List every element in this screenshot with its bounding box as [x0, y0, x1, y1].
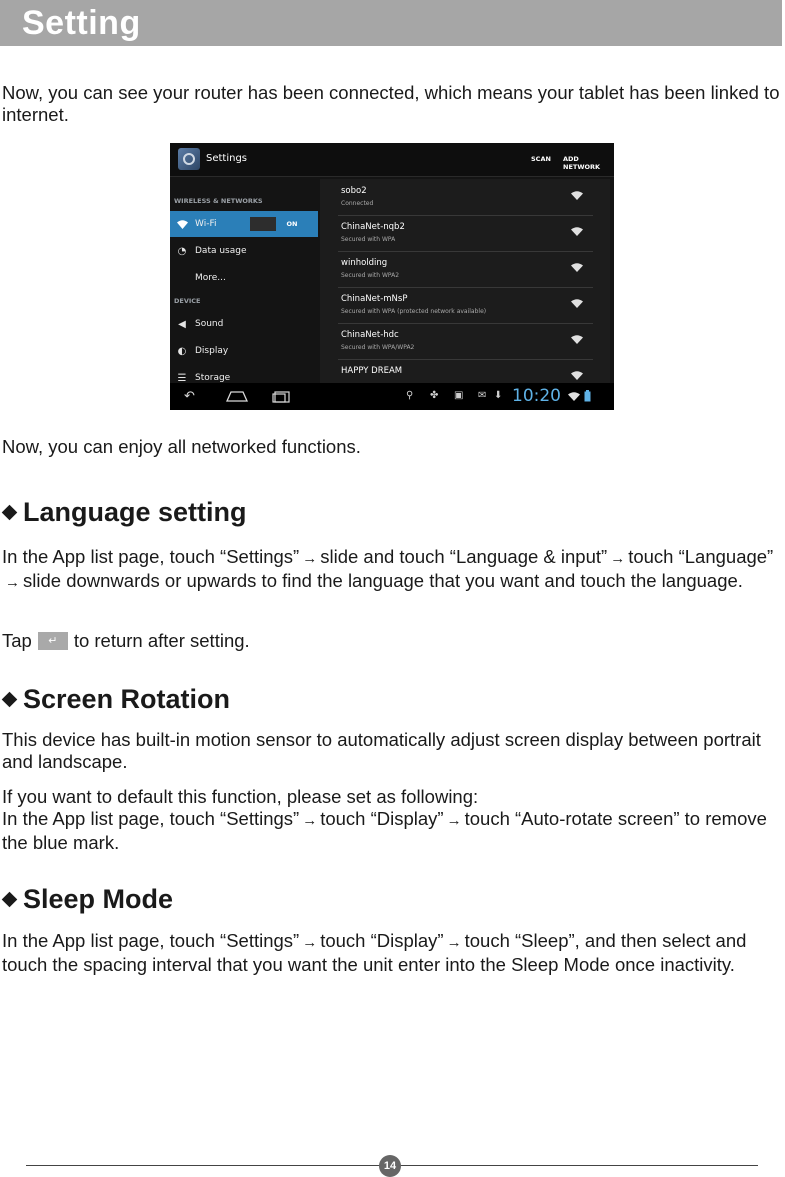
diamond-bullet-icon: [2, 692, 18, 708]
system-nav-bar: [170, 383, 614, 410]
step-text: touch “Language”: [628, 546, 774, 567]
arrow-right-icon: →: [302, 812, 318, 829]
network-status: Secured with WPA (protected network available): [341, 308, 487, 315]
speaker-icon: ◀: [178, 318, 186, 330]
android-icon: ✤: [430, 390, 439, 401]
header-bar: [0, 0, 782, 46]
page-title: Setting: [22, 4, 141, 42]
rotation-intro: If you want to default this function, please set as following:: [2, 786, 479, 807]
step-text: In the App list page, touch “Settings”: [2, 930, 300, 951]
tap-prefix: Tap: [2, 630, 32, 651]
brightness-icon: ◐: [177, 345, 187, 357]
arrow-right-icon: →: [302, 550, 318, 567]
wifi-signal-icon: [571, 227, 583, 236]
section-heading-sleep: [2, 884, 173, 915]
network-list: [320, 179, 610, 383]
network-name: ChinaNet-hdc: [341, 330, 399, 340]
list-item[interactable]: [338, 179, 593, 216]
sidebar-item-label: Sound: [195, 319, 224, 329]
scan-button[interactable]: SCAN: [531, 155, 551, 163]
network-status: Connected: [341, 200, 374, 207]
settings-title: Settings: [206, 153, 248, 164]
section-heading-language: [2, 497, 247, 528]
download-icon: ⬇: [494, 390, 503, 401]
tap-back-instruction: [2, 630, 785, 652]
arrow-right-icon: →: [446, 934, 462, 951]
wifi-icon: [176, 218, 188, 230]
wifi-signal-icon: [571, 191, 583, 200]
list-item[interactable]: [338, 287, 593, 324]
back-icon[interactable]: ↶: [184, 389, 195, 404]
intro-text: Now, you can see your router has been connected, which means your tablet has been linked to internet.: [2, 82, 780, 125]
rotation-instructions: [2, 808, 785, 854]
sidebar-item-wifi[interactable]: [170, 211, 318, 237]
usb-icon: ⚲: [406, 390, 414, 401]
category-wireless: WIRELESS & NETWORKS: [174, 197, 263, 205]
wifi-signal-icon: [571, 371, 583, 380]
settings-sidebar: [170, 177, 318, 383]
section-heading-rotation: [2, 684, 230, 715]
category-device: DEVICE: [174, 297, 201, 305]
network-name: HAPPY DREAM: [341, 366, 403, 376]
wifi-signal-icon: [571, 335, 583, 344]
home-icon[interactable]: [226, 391, 248, 402]
network-name: ChinaNet-nqb2: [341, 222, 405, 232]
settings-app-icon: [178, 148, 200, 170]
storage-icon: ☰: [177, 372, 187, 384]
sidebar-item-more[interactable]: [170, 265, 318, 291]
step-text: slide and touch “Language & input”: [320, 546, 608, 567]
step-text: touch “Display”: [320, 808, 444, 829]
wifi-status-icon: [568, 392, 580, 401]
heading-text: Language setting: [23, 497, 247, 527]
list-item[interactable]: [338, 251, 593, 288]
list-item[interactable]: [338, 323, 593, 360]
network-status: Secured with WPA/WPA2: [341, 344, 415, 351]
language-instructions: [2, 546, 785, 594]
list-item[interactable]: [338, 215, 593, 252]
sidebar-item-label: Storage: [195, 373, 231, 383]
sidebar-item-label: Data usage: [195, 246, 247, 256]
heading-text: Sleep Mode: [23, 884, 174, 914]
recent-apps-icon[interactable]: [272, 391, 290, 403]
back-key-icon: ↵: [38, 632, 68, 650]
network-name: ChinaNet-mNsP: [341, 294, 408, 304]
mail-icon: ✉: [478, 390, 487, 401]
sidebar-item-data-usage[interactable]: [170, 238, 318, 264]
step-text: In the App list page, touch “Settings”: [2, 546, 300, 567]
sidebar-item-sound[interactable]: [170, 311, 318, 337]
step-text: touch “Display”: [320, 930, 444, 951]
step-text: touch “Auto-rotate screen” to remove the blue mark.: [2, 808, 767, 853]
image-icon: ▣: [454, 390, 464, 401]
step-text: slide downwards or upwards to find the language that you want and touch the language.: [23, 570, 743, 591]
step-text: touch “Sleep”, and then select and touch the spacing interval that you want the unit enter into the Sleep Mode once inactivity.: [2, 930, 747, 975]
tablet-screenshot: [170, 143, 614, 410]
status-clock: 10:20: [512, 386, 561, 406]
sidebar-item-label: Display: [195, 346, 229, 356]
sidebar-item-label: More...: [195, 273, 226, 283]
wifi-toggle[interactable]: [250, 217, 308, 231]
battery-icon: [584, 390, 591, 402]
settings-action-bar: [170, 143, 614, 177]
footer-rule-right: [400, 1165, 758, 1166]
arrow-right-icon: →: [610, 550, 626, 567]
data-usage-icon: ◔: [177, 245, 187, 257]
network-name: sobo2: [341, 186, 367, 196]
diamond-bullet-icon: [2, 892, 18, 908]
page-number: 14: [379, 1155, 401, 1177]
arrow-right-icon: →: [302, 934, 318, 951]
network-status: Secured with WPA2: [341, 272, 400, 279]
network-name: winholding: [341, 258, 388, 268]
tap-suffix: to return after setting.: [73, 630, 250, 651]
sidebar-item-label: Wi-Fi: [195, 219, 217, 229]
sidebar-item-display[interactable]: [170, 338, 318, 364]
rotation-description: This device has built-in motion sensor to automatically adjust screen display between portrait and landscape.: [2, 729, 761, 772]
heading-text: Screen Rotation: [23, 684, 231, 714]
footer-rule-left: [26, 1165, 380, 1166]
network-status: Secured with WPA: [341, 236, 396, 243]
diamond-bullet-icon: [2, 505, 18, 521]
wifi-signal-icon: [571, 263, 583, 272]
add-network-button[interactable]: ADD NETWORK: [563, 155, 601, 171]
after-text: Now, you can enjoy all networked functions.: [2, 436, 361, 457]
arrow-right-icon: →: [5, 574, 20, 591]
wifi-toggle-knob: ON: [276, 217, 308, 231]
wifi-signal-icon: [571, 299, 583, 308]
step-text: In the App list page, touch “Settings”: [2, 808, 300, 829]
sleep-instructions: [2, 930, 785, 976]
arrow-right-icon: →: [446, 812, 462, 829]
